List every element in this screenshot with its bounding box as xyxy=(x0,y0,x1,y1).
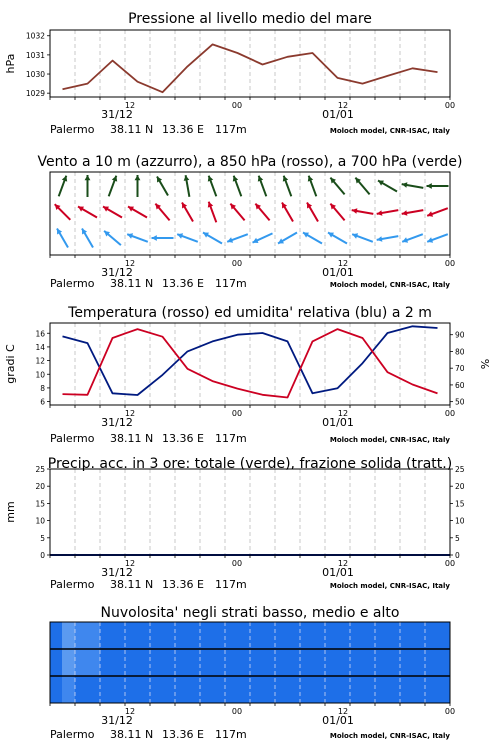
y-tick-label: 0 xyxy=(40,551,45,560)
wind-arrow-850hpa xyxy=(352,208,374,214)
y-tick-label: 14 xyxy=(35,342,45,352)
station-info xyxy=(50,578,450,591)
wind-arrow-700hpa xyxy=(258,176,267,197)
y-tick-label-right: 80 xyxy=(455,347,465,357)
wind-arrow-850hpa xyxy=(307,203,318,222)
y-tick-label-right: 0 xyxy=(455,551,460,560)
y-tick-label: 1029 xyxy=(25,89,45,99)
wind-arrow-10m xyxy=(227,234,248,243)
x-tick-label: 00 xyxy=(231,707,243,716)
wind-arrow-850hpa xyxy=(282,203,293,222)
y-tick-label: 1032 xyxy=(25,31,45,41)
x-tick-label: 00 xyxy=(231,101,243,110)
wind-arrow-10m xyxy=(352,233,373,242)
wind-arrow-700hpa xyxy=(355,178,369,195)
wind-arrow-850hpa xyxy=(128,207,147,218)
wind-arrow-10m xyxy=(82,229,93,248)
station-alt: 117m xyxy=(215,277,247,290)
wind-arrow-700hpa xyxy=(85,175,91,197)
station-name: Palermo xyxy=(50,277,95,290)
station-lat: 38.11 N xyxy=(110,277,154,290)
cloud-cell xyxy=(62,676,75,703)
x-tick-label: 12 xyxy=(337,409,349,418)
y-tick-label-right: 90 xyxy=(455,330,465,340)
wind-arrow-850hpa xyxy=(78,207,97,218)
station-alt: 117m xyxy=(215,728,247,741)
plot-frame xyxy=(50,323,450,405)
y-tick-label: 12 xyxy=(35,356,45,366)
y-tick-label: 25 xyxy=(35,465,45,474)
panel-title: Vento a 10 m (azzurro), a 850 hPa (rosso), a 700 hPa (verde) xyxy=(37,154,463,170)
y-tick-label-right: 5 xyxy=(455,533,460,543)
wind-arrow-850hpa xyxy=(155,204,169,221)
station-lon: 13.36 E xyxy=(162,578,204,591)
wind-arrow-10m xyxy=(278,233,297,244)
station-lon: 13.36 E xyxy=(162,728,204,741)
wind-arrow-700hpa xyxy=(330,178,344,195)
wind-arrow-850hpa xyxy=(402,210,424,216)
station-info xyxy=(50,277,450,290)
y-tick-label-right: 25 xyxy=(455,465,465,474)
y-tick-label-right: 20 xyxy=(455,482,465,492)
station-alt: 117m xyxy=(215,432,247,445)
x-tick-label: 12 xyxy=(124,259,136,268)
cloud-cell xyxy=(75,622,100,649)
y-tick-label-right: 10 xyxy=(455,516,465,526)
station-name: Palermo xyxy=(50,432,95,445)
wind-arrow-10m xyxy=(328,233,347,244)
x-date-label: 01/01 xyxy=(322,266,354,279)
x-tick-label: 00 xyxy=(444,259,456,268)
x-date-label: 31/12 xyxy=(101,108,133,121)
y-tick-label: 6 xyxy=(40,397,45,407)
wind-arrow-700hpa xyxy=(233,176,242,197)
x-tick-label: 12 xyxy=(337,707,349,716)
wind-arrow-850hpa xyxy=(103,207,122,218)
wind-arrow-700hpa xyxy=(283,176,292,197)
x-tick-label: 12 xyxy=(337,559,349,568)
wind-arrow-700hpa xyxy=(184,175,190,197)
y-tick-label: 20 xyxy=(35,482,45,492)
cloud-background xyxy=(50,622,450,703)
cloud-cell xyxy=(75,649,100,676)
wind-arrow-850hpa xyxy=(427,208,448,217)
y-tick-label: 5 xyxy=(40,533,45,543)
wind-arrow-700hpa xyxy=(427,183,449,189)
station-lon: 13.36 E xyxy=(162,432,204,445)
wind-arrow-10m xyxy=(427,234,448,243)
wind-arrow-10m xyxy=(303,233,322,244)
station-lat: 38.11 N xyxy=(110,578,154,591)
y-tick-label-right: 60 xyxy=(455,380,465,390)
wind-arrow-850hpa xyxy=(377,210,399,216)
station-info xyxy=(50,123,450,136)
x-date-label: 01/01 xyxy=(322,416,354,429)
panel-title: Temperatura (rosso) ed umidita' relativa (blu) a 2 m xyxy=(68,305,432,321)
station-alt: 117m xyxy=(215,578,247,591)
x-tick-label: 12 xyxy=(337,101,349,110)
wind-arrow-700hpa xyxy=(378,181,397,192)
wind-arrow-700hpa xyxy=(308,176,317,197)
wind-arrow-10m xyxy=(402,234,423,243)
model-credit: Moloch model, CNR-ISAC, Italy xyxy=(329,281,450,289)
y-tick-label: 8 xyxy=(40,383,45,393)
station-alt: 117m xyxy=(215,123,247,136)
cloud-cell xyxy=(62,649,75,676)
station-name: Palermo xyxy=(50,728,95,741)
y-tick-label-right: 70 xyxy=(455,364,465,374)
x-date-label: 31/12 xyxy=(101,566,133,579)
wind-arrow-10m xyxy=(57,229,68,248)
x-tick-label: 12 xyxy=(124,559,136,568)
wind-arrow-700hpa xyxy=(208,176,217,197)
x-tick-label: 12 xyxy=(124,101,136,110)
x-date-label: 31/12 xyxy=(101,416,133,429)
station-name: Palermo xyxy=(50,578,95,591)
station-lat: 38.11 N xyxy=(110,432,154,445)
wind-arrow-850hpa xyxy=(255,204,269,221)
y-tick-label-right: 15 xyxy=(455,499,465,509)
station-name: Palermo xyxy=(50,123,95,136)
wind-arrow-700hpa xyxy=(109,176,118,197)
wind-arrow-850hpa xyxy=(208,202,217,223)
wind-arrow-10m xyxy=(127,233,148,242)
x-date-label: 31/12 xyxy=(101,714,133,727)
wind-arrow-10m xyxy=(104,231,121,245)
wind-arrow-10m xyxy=(152,235,174,241)
y-tick-label: 1030 xyxy=(25,70,45,80)
x-tick-label: 12 xyxy=(124,707,136,716)
y-axis-label: gradi C xyxy=(4,344,17,384)
x-tick-label: 00 xyxy=(444,707,456,716)
panel-title: Nuvolosita' negli strati basso, medio e alto xyxy=(100,605,400,621)
wind-arrow-700hpa xyxy=(135,175,141,197)
x-tick-label: 00 xyxy=(444,409,456,418)
x-date-label: 01/01 xyxy=(322,566,354,579)
x-tick-label: 00 xyxy=(231,409,243,418)
wind-arrow-10m xyxy=(253,233,273,243)
y-tick-label: 10 xyxy=(35,516,45,526)
x-tick-label: 00 xyxy=(231,259,243,268)
x-tick-label: 12 xyxy=(124,409,136,418)
station-info xyxy=(50,432,450,445)
wind-arrow-850hpa xyxy=(182,203,193,222)
y-tick-label: 16 xyxy=(35,329,45,339)
wind-arrow-700hpa xyxy=(157,177,168,196)
y-tick-label: 15 xyxy=(35,499,45,509)
x-tick-label: 00 xyxy=(231,559,243,568)
x-date-label: 01/01 xyxy=(322,108,354,121)
station-lon: 13.36 E xyxy=(162,277,204,290)
y-tick-label: 1031 xyxy=(25,50,45,60)
station-info xyxy=(50,728,450,741)
y-axis-label: mm xyxy=(4,501,17,523)
y-axis-label: hPa xyxy=(4,53,17,74)
x-tick-label: 12 xyxy=(337,259,349,268)
station-lon: 13.36 E xyxy=(162,123,204,136)
model-credit: Moloch model, CNR-ISAC, Italy xyxy=(329,582,450,590)
wind-arrow-700hpa xyxy=(59,176,67,197)
y-tick-label: 10 xyxy=(35,370,45,380)
x-date-label: 01/01 xyxy=(322,714,354,727)
wind-arrow-10m xyxy=(377,236,399,242)
station-lat: 38.11 N xyxy=(110,123,154,136)
model-credit: Moloch model, CNR-ISAC, Italy xyxy=(329,732,450,740)
wind-arrow-10m xyxy=(203,233,222,244)
cloud-cell xyxy=(62,622,75,649)
y-tick-label-right: 50 xyxy=(455,397,465,407)
x-tick-label: 00 xyxy=(444,101,456,110)
wind-arrow-10m xyxy=(177,233,198,242)
wind-arrow-850hpa xyxy=(330,204,344,221)
panel-title: Pressione al livello medio del mare xyxy=(128,11,372,27)
wind-arrow-850hpa xyxy=(55,204,71,220)
model-credit: Moloch model, CNR-ISAC, Italy xyxy=(329,436,450,444)
y-axis-label-right: % xyxy=(479,358,492,370)
wind-arrow-850hpa xyxy=(230,204,244,221)
station-lat: 38.11 N xyxy=(110,728,154,741)
x-date-label: 31/12 xyxy=(101,266,133,279)
wind-arrow-700hpa xyxy=(402,182,424,188)
model-credit: Moloch model, CNR-ISAC, Italy xyxy=(329,127,450,135)
panel-title: Precip. acc. in 3 ore: totale (verde), frazione solida (tratt.) xyxy=(47,456,453,472)
x-tick-label: 00 xyxy=(444,559,456,568)
